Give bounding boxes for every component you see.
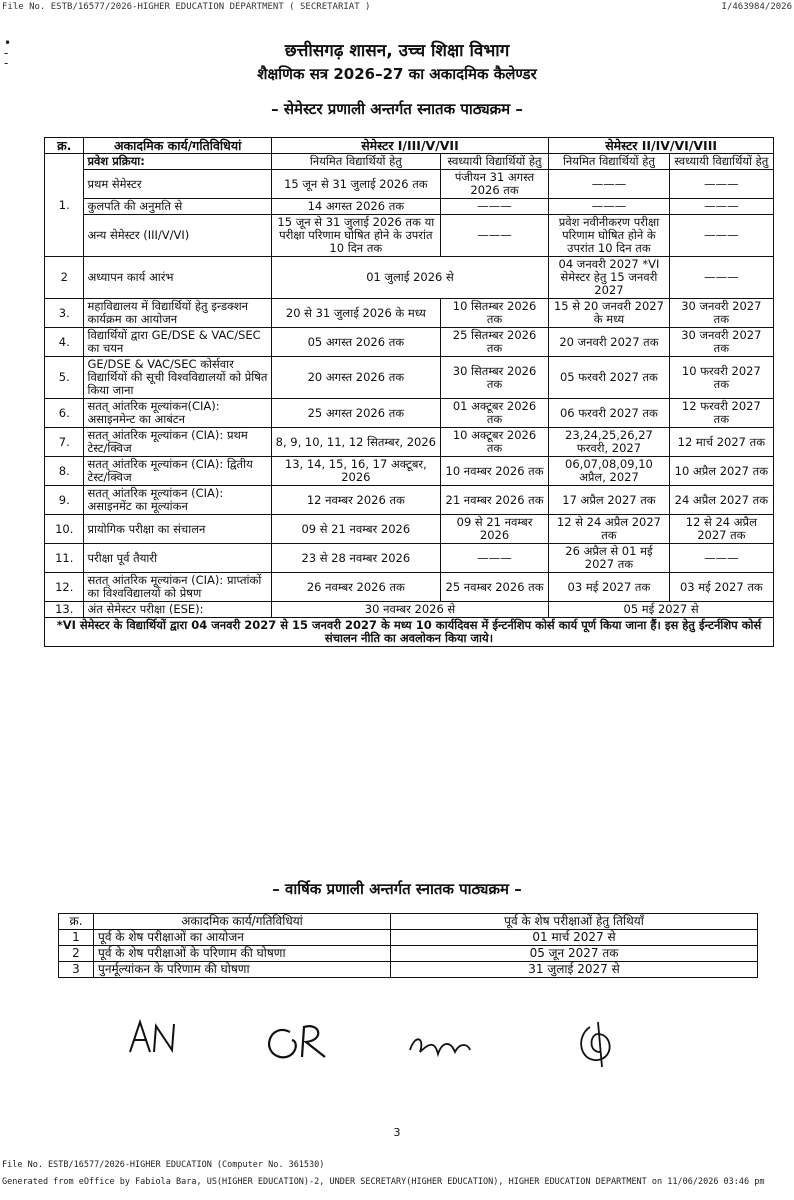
cell-activity: अध्यापन कार्य आरंभ	[84, 257, 271, 299]
signature-3	[410, 1039, 470, 1054]
row-number: 9.	[45, 486, 84, 515]
cell-dash: ———	[669, 257, 773, 299]
cell-date: 05 जून 2027 तक	[391, 946, 758, 962]
footer-generated-by: Generated from eOffice by Fabiola Bara, US(HIGHER EDUCATION)-2, UNDER SECRETARY(HIGHER EDUCATION), HIGHER EDUCATION DEPARTMENT on 11/06/2026 03:46 pm	[2, 1177, 765, 1187]
table-row	[45, 170, 774, 199]
semester-calendar-table	[44, 137, 774, 647]
cell-activity: पूर्व के शेष परीक्षाओं का आयोजन	[94, 930, 391, 946]
table-row	[45, 357, 774, 399]
annual-calendar-table	[58, 913, 758, 978]
col-header-sem-even: सेमेस्टर II/IV/VI/VIII	[549, 138, 774, 154]
table-row	[45, 486, 774, 515]
table-header-row	[59, 914, 758, 930]
cell-date: 20 जनवरी 2027 तक	[549, 328, 669, 357]
cell-date: 06 फरवरी 2027 तक	[549, 399, 669, 428]
cell-date: 06,07,08,09,10 अप्रैल, 2027	[549, 457, 669, 486]
cell-date: 05 फरवरी 2027 तक	[549, 357, 669, 399]
file-header-strip	[0, 0, 794, 16]
cell-activity: परीक्षा पूर्व तैयारी	[84, 544, 271, 573]
cell-date: ———	[669, 544, 773, 573]
cell-date: 30 जनवरी 2027 तक	[669, 299, 773, 328]
page-number: 3	[393, 1126, 401, 1139]
col-header-activity: अकादमिक कार्य/गतिविधियां	[94, 914, 391, 930]
cell-dash: ———	[669, 215, 773, 257]
table-row	[45, 299, 774, 328]
cell-date: 31 जुलाई 2027 से	[391, 962, 758, 978]
table-row	[45, 602, 774, 618]
cell-date: 12 से 24 अप्रैल 2027 तक	[549, 515, 669, 544]
document-subtitle: शैक्षणिक सत्र 2026–27 का अकादमिक कैलेण्डर	[257, 65, 537, 83]
cell-date: 03 मई 2027 तक	[669, 573, 773, 602]
cell-date: 20 से 31 जुलाई 2026 के मध्य	[271, 299, 440, 328]
table-row	[59, 930, 758, 946]
cell-dash: ———	[549, 170, 669, 199]
cell-activity: विद्यार्थियों द्वारा GE/DSE & VAC/SEC का चयन	[84, 328, 271, 357]
row-number: 1	[59, 930, 94, 946]
cell-date: प्रवेश नवीनीकरण परीक्षा परिणाम घोषित होने के उपरांत 10 दिन तक	[549, 215, 669, 257]
cell-date: 15 जून से 31 जुलाई 2026 तक या परीक्षा परिणाम घोषित होने के उपरांत 10 दिन तक	[271, 215, 440, 257]
cell-dash: ———	[669, 170, 773, 199]
table-row	[45, 257, 774, 299]
cell-date: 12 नवम्बर 2026 तक	[271, 486, 440, 515]
internship-note: *VI सेमेस्टर के विद्यार्थियों द्वारा 04 जनवरी 2027 से 15 जनवरी 2027 के मध्य 10 कार्यदिवस में ईन्टर्नशिप कोर्स कार्य पूर्ण किया जाना हैं। इस हेतु ईन्टर्नशिप कोर्स संचालन नीति का अवलोकन किया जाये।	[45, 618, 774, 647]
signature-4	[581, 1022, 610, 1067]
subhead-private: स्वध्यायी विद्यार्थियों हेतु	[440, 154, 548, 170]
cell-date: 21 नवम्बर 2026 तक	[440, 486, 548, 515]
cell-date: 01 जुलाई 2026 से	[271, 257, 548, 299]
row-number: 5.	[45, 357, 84, 399]
table-header-row	[45, 138, 774, 154]
subhead-regular: नियमित विद्यार्थियों हेतु	[271, 154, 440, 170]
row-number: 2	[59, 946, 94, 962]
cell-date: 17 अप्रैल 2027 तक	[549, 486, 669, 515]
cell-date: 12 फरवरी 2027 तक	[669, 399, 773, 428]
cell-date: 04 जनवरी 2027 *VI सेमेस्टर हेतु 15 जनवरी 2027	[549, 257, 669, 299]
cell-date: 25 नवम्बर 2026 तक	[440, 573, 548, 602]
col-header-no: क्र.	[59, 914, 94, 930]
row-number: 6.	[45, 399, 84, 428]
cell-activity: सतत् आंतरिक मूल्यांकन(CIA): असाइनमेन्ट का आबंटन	[84, 399, 271, 428]
cell-activity: प्रायोगिक परीक्षा का संचालन	[84, 515, 271, 544]
table-row	[45, 428, 774, 457]
cell-date: 10 अक्टूबर 2026 तक	[440, 428, 548, 457]
signature-1	[130, 1022, 174, 1052]
cell-date: 30 जनवरी 2027 तक	[669, 328, 773, 357]
cell-date: 01 मार्च 2027 से	[391, 930, 758, 946]
cell-dash: ———	[440, 199, 548, 215]
cell-date: 12 से 24 अप्रैल 2027 तक	[669, 515, 773, 544]
cell-date: ———	[440, 544, 548, 573]
table-row	[45, 573, 774, 602]
cell-dash: ———	[440, 215, 548, 257]
col-header-no: क्र.	[45, 138, 84, 154]
cell-date: 23 से 28 नवम्बर 2026	[271, 544, 440, 573]
cell-date: 15 से 20 जनवरी 2027 के मध्य	[549, 299, 669, 328]
cell-date: 01 अक्टूबर 2026 तक	[440, 399, 548, 428]
table-row	[45, 515, 774, 544]
cell-date: 13, 14, 15, 16, 17 अक्टूबर, 2026	[271, 457, 440, 486]
section-title-semester: – सेमेस्टर प्रणाली अन्तर्गत स्नातक पाठ्यक्रम –	[271, 100, 523, 118]
table-row	[45, 544, 774, 573]
row-number: 3	[59, 962, 94, 978]
cell-activity: महाविद्यालय में विद्यार्थियों हेतु इन्डक्शन कार्यक्रम का आयोजन	[84, 299, 271, 328]
cell-date: 25 अगस्त 2026 तक	[271, 399, 440, 428]
cell-activity: पुनर्मूल्यांकन के परिणाम की घोषणा	[94, 962, 391, 978]
cell-date: 10 सितम्बर 2026 तक	[440, 299, 548, 328]
row-number: 11.	[45, 544, 84, 573]
cell-date: 09 से 21 नवम्बर 2026	[440, 515, 548, 544]
row-number: 8.	[45, 457, 84, 486]
row-number: 3.	[45, 299, 84, 328]
cell-activity: अंत सेमेस्टर परीक्षा (ESE):	[84, 602, 271, 618]
cell-date: 05 अगस्त 2026 तक	[271, 328, 440, 357]
cell-date: 05 मई 2027 से	[549, 602, 774, 618]
cell-date: 8, 9, 10, 11, 12 सितम्बर, 2026	[271, 428, 440, 457]
document-title: छत्तीसगढ़ शासन, उच्च शिक्षा विभाग	[284, 41, 510, 61]
subhead-private-even: स्वध्यायी विद्यार्थियों हेतु	[669, 154, 773, 170]
cell-date: 10 फरवरी 2027 तक	[669, 357, 773, 399]
file-number-header: File No. ESTB/16577/2026-HIGHER EDUCATION DEPARTMENT ( SECRETARIAT )	[2, 2, 371, 12]
document-id: I/463984/2026	[721, 2, 792, 12]
cell-date: 10 नवम्बर 2026 तक	[440, 457, 548, 486]
cell-date: 20 अगस्त 2026 तक	[271, 357, 440, 399]
row-number: 13.	[45, 602, 84, 618]
col-header-activity: अकादमिक कार्य/गतिविधियां	[84, 138, 271, 154]
cell-date: 09 से 21 नवम्बर 2026	[271, 515, 440, 544]
cell-date: 10 अप्रैल 2027 तक	[669, 457, 773, 486]
subhead-regular-even: नियमित विद्यार्थियों हेतु	[549, 154, 669, 170]
cell-date: 03 मई 2027 तक	[549, 573, 669, 602]
cell-date: 12 मार्च 2027 तक	[669, 428, 773, 457]
cell-activity: पूर्व के शेष परीक्षाओं के परिणाम की घोषणा	[94, 946, 391, 962]
row-number: 4.	[45, 328, 84, 357]
row-number: 12.	[45, 573, 84, 602]
cell-activity: सतत् आंतरिक मूल्यांकन (CIA): असाइनमेंट का मूल्यांकन	[84, 486, 271, 515]
cell-date: 26 अप्रैल से 01 मई 2027 तक	[549, 544, 669, 573]
cell-date: पंजीयन 31 अगस्त 2026 तक	[440, 170, 548, 199]
col-header-dates: पूर्व के शेष परीक्षाओं हेतु तिथियॉं	[391, 914, 758, 930]
cell-activity: सतत् आंतरिक मूल्यांकन (CIA): प्राप्तांकों का विश्वविद्यालयों को प्रेषण	[84, 573, 271, 602]
cell-activity: सतत् आंतरिक मूल्यांकन (CIA): द्वितीय टेस्ट/क्विज	[84, 457, 271, 486]
cell-date: 26 नवम्बर 2026 तक	[271, 573, 440, 602]
cell-date: 15 जून से 31 जुलाई 2026 तक	[271, 170, 440, 199]
cell-activity: प्रथम सेमेस्टर	[84, 170, 271, 199]
cell-activity: कुलपति की अनुमति से	[84, 199, 271, 215]
cell-dash: ———	[549, 199, 669, 215]
margin-marks: • - -	[4, 36, 12, 70]
row-number: 1.	[45, 154, 84, 257]
table-row	[45, 328, 774, 357]
cell-date: 24 अप्रैल 2027 तक	[669, 486, 773, 515]
note-row	[45, 618, 774, 647]
row-number: 10.	[45, 515, 84, 544]
footer-file-number: File No. ESTB/16577/2026-HIGHER EDUCATION (Computer No. 361530)	[2, 1160, 325, 1170]
table-row	[59, 962, 758, 978]
table-row	[45, 199, 774, 215]
signatures	[120, 1012, 680, 1082]
cell-date: 30 नवम्बर 2026 से	[271, 602, 548, 618]
cell-date: 25 सितम्बर 2026 तक	[440, 328, 548, 357]
row-number: 7.	[45, 428, 84, 457]
col-header-sem-odd: सेमेस्टर I/III/V/VII	[271, 138, 548, 154]
cell-activity: सतत् आंतरिक मूल्यांकन (CIA): प्रथम टेस्ट/क्विज	[84, 428, 271, 457]
section-title-annual: – वार्षिक प्रणाली अन्तर्गत स्नातक पाठ्यक्रम –	[272, 880, 522, 898]
table-row	[45, 154, 774, 170]
table-row	[59, 946, 758, 962]
row-number: 2	[45, 257, 84, 299]
admission-label: प्रवेश प्रक्रिया:	[84, 154, 271, 170]
table-row	[45, 215, 774, 257]
signature-2	[269, 1026, 325, 1057]
cell-date: 23,24,25,26,27 फरवरी, 2027	[549, 428, 669, 457]
cell-date: 30 सितम्बर 2026 तक	[440, 357, 548, 399]
cell-date: 14 अगस्त 2026 तक	[271, 199, 440, 215]
table-row	[45, 457, 774, 486]
cell-activity: GE/DSE & VAC/SEC कोर्सवार विद्यार्थियों की सूची विश्वविद्यालयों को प्रेषित किया जाना	[84, 357, 271, 399]
cell-activity: अन्य सेमेस्टर (III/V/VI)	[84, 215, 271, 257]
cell-dash: ———	[669, 199, 773, 215]
table-row	[45, 399, 774, 428]
